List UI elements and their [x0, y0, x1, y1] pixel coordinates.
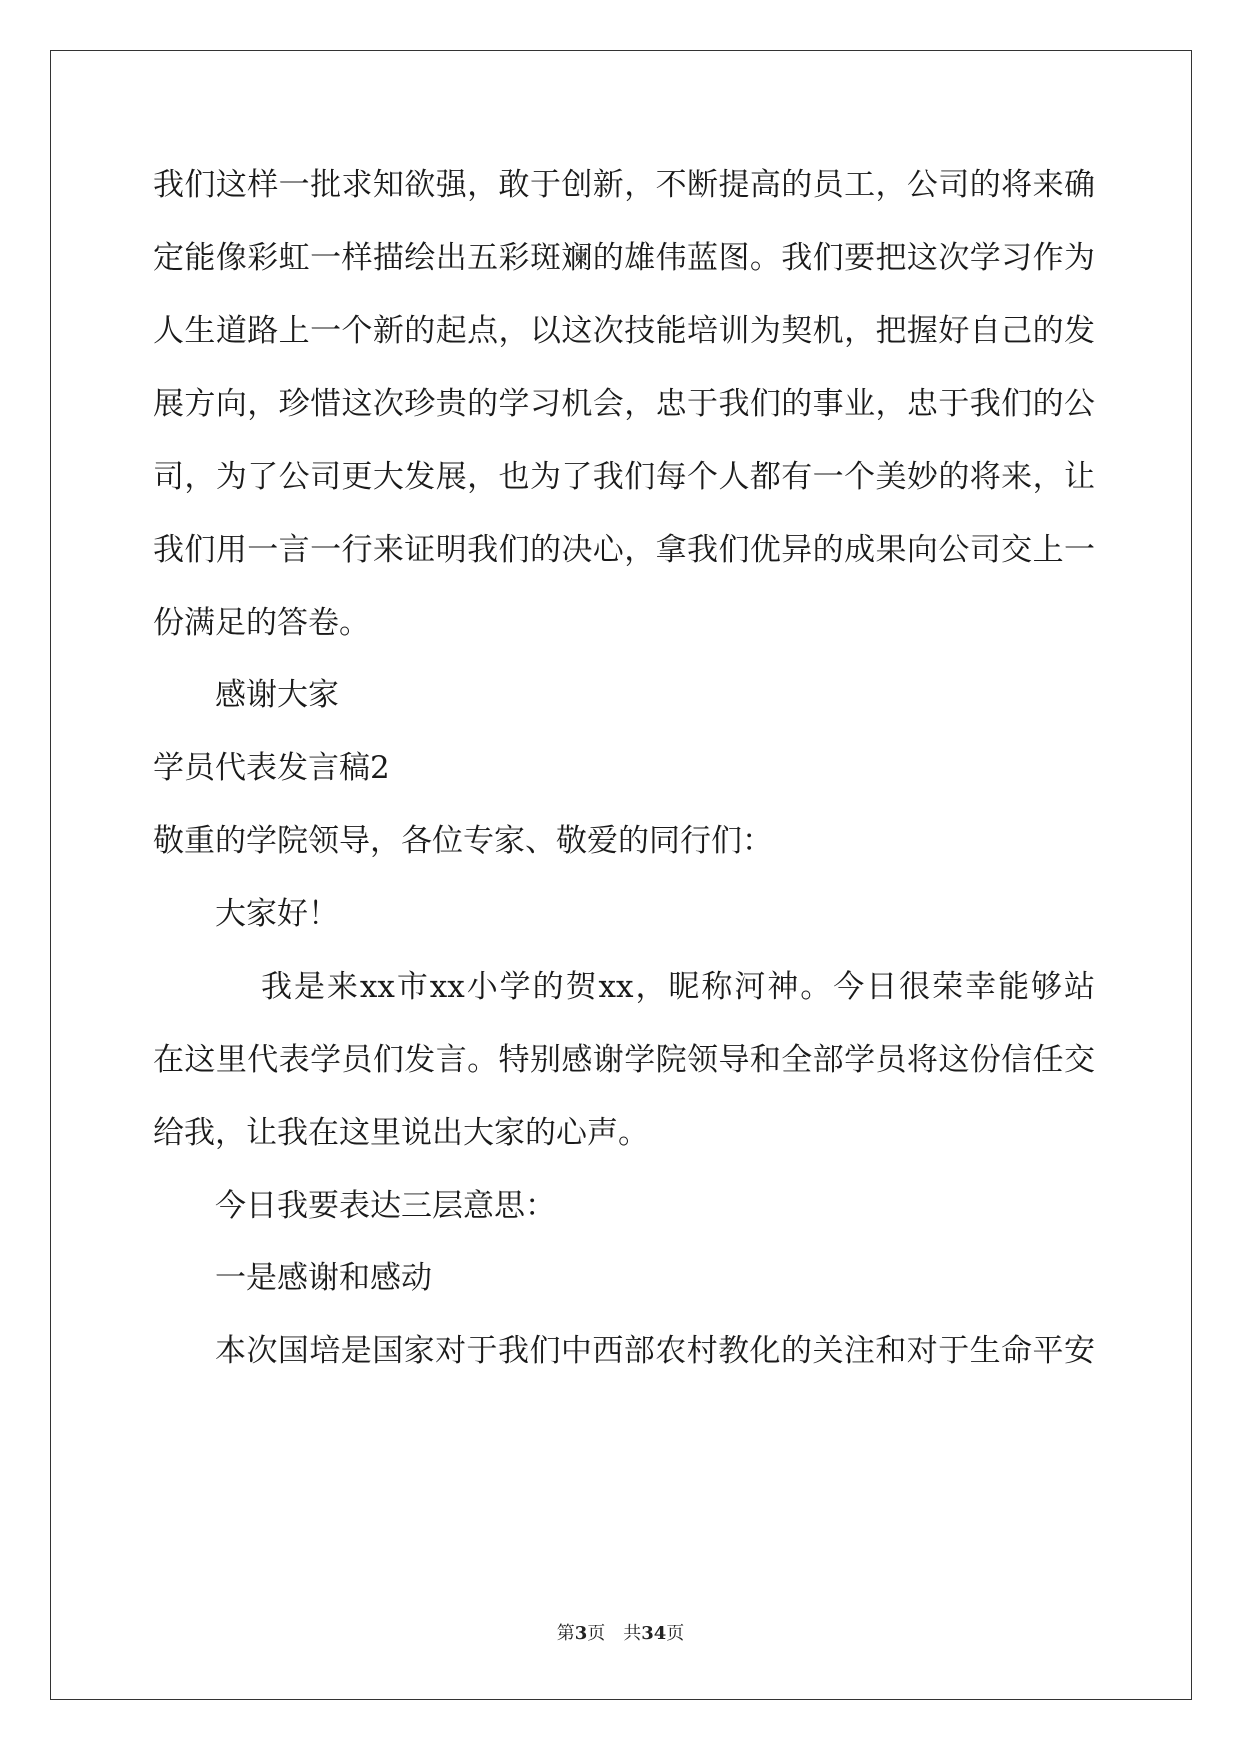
closing-thanks: 感谢大家: [215, 677, 339, 713]
section-title: 学员代表发言稿2: [153, 750, 390, 786]
paragraph-line: 份满足的答卷。: [153, 605, 370, 641]
salutation: 敬重的学院领导，各位专家、敬爱的同行们：: [153, 823, 773, 859]
total-unit: 页: [666, 1623, 685, 1644]
paragraph-line: 展方向，珍惜这次珍贵的学习机会，忠于我们的事业，忠于我们的公: [153, 386, 1095, 422]
total-prefix: 共: [623, 1623, 642, 1644]
point-heading: 一是感谢和感动: [215, 1260, 432, 1296]
paragraph-line: 我们这样一批求知欲强，敢于创新，不断提高的员工，公司的将来确: [153, 167, 1095, 203]
paragraph-line: 今日我要表达三层意思：: [215, 1188, 556, 1224]
page-prefix: 第: [556, 1623, 575, 1644]
paragraph-line: 在这里代表学员们发言。特别感谢学院领导和全部学员将这份信任交: [153, 1042, 1095, 1078]
total-pages: 34: [641, 1623, 667, 1644]
paragraph-line: 本次国培是国家对于我们中西部农村教化的关注和对于生命平安: [215, 1333, 1095, 1369]
paragraph-line: 定能像彩虹一样描绘出五彩斑斓的雄伟蓝图。我们要把这次学习作为: [153, 240, 1095, 276]
greeting: 大家好！: [215, 896, 339, 932]
paragraph-line: 我们用一言一行来证明我们的决心，拿我们优异的成果向公司交上一: [153, 532, 1095, 568]
page-footer: [0, 1622, 1241, 1646]
paragraph-line: 司，为了公司更大发展，也为了我们每个人都有一个美妙的将来，让: [153, 459, 1095, 495]
paragraph-line: 给我，让我在这里说出大家的心声。: [153, 1115, 649, 1151]
page-unit: 页: [587, 1623, 606, 1644]
page-number: 3: [574, 1623, 588, 1644]
paragraph-line: 我是来xx市xx小学的贺xx，昵称河神。今日很荣幸能够站: [261, 969, 1095, 1005]
page-frame: [50, 50, 1192, 1700]
paragraph-line: 人生道路上一个新的起点，以这次技能培训为契机，把握好自己的发: [153, 313, 1095, 349]
